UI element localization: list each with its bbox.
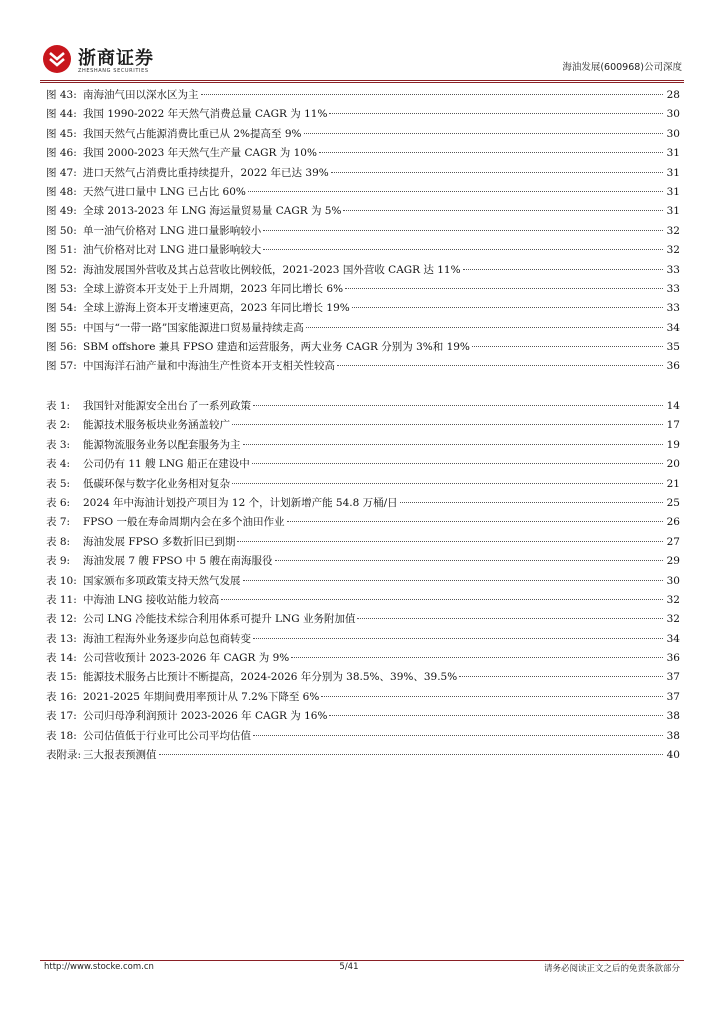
table-toc-entry-title: 公司营收预计 2023-2026 年 CAGR 为 9% — [83, 652, 290, 665]
figure-toc-entry[interactable] — [46, 299, 680, 318]
table-toc-entry-page-number: 34 — [666, 632, 680, 645]
table-toc-entry-label: 表 1: — [46, 400, 71, 412]
dot-leader — [352, 307, 663, 308]
table-toc-entry-label: 表 12: — [46, 613, 77, 626]
table-toc-entry-page-number: 20 — [666, 458, 680, 471]
figure-toc-entry-label: 图 52: — [46, 263, 77, 276]
table-toc-entry-page-number: 32 — [666, 613, 680, 626]
table-toc-entry[interactable] — [46, 707, 680, 726]
table-toc-entry-title: 海油发展 7 艘 FPSO 中 5 艘在南海服役 — [83, 555, 273, 568]
figure-toc-entry-page-number: 32 — [666, 244, 680, 257]
footer-page-number: 5/41 — [339, 962, 359, 972]
figure-toc-entry-title: 单一油气价格对 LNG 进口量影响较小 — [83, 224, 262, 237]
dot-leader — [287, 521, 664, 522]
figure-toc-entry-title: 天然气进口量中 LNG 已占比 60% — [83, 185, 246, 198]
figure-toc-entry[interactable] — [46, 319, 680, 338]
dot-leader — [253, 405, 663, 406]
dot-leader — [243, 580, 664, 581]
figure-toc-entry-title: 南海油气田以深水区为主 — [83, 89, 199, 101]
table-toc-entry-label: 表 15: — [46, 671, 77, 684]
table-toc-entry-page-number: 38 — [666, 729, 680, 742]
table-toc-entry[interactable] — [46, 688, 680, 707]
figure-toc-entry[interactable] — [46, 125, 680, 144]
figure-toc-entry-page-number: 31 — [666, 185, 680, 198]
logo-text: 浙商证券 — [78, 48, 154, 69]
dot-leader — [253, 638, 663, 639]
dot-leader — [263, 230, 663, 231]
dot-leader — [304, 133, 664, 134]
table-toc-entry-label: 表 11: — [46, 593, 77, 606]
footer-divider — [40, 960, 684, 961]
table-toc-entry-title: 中海油 LNG 接收站能力较高 — [83, 593, 220, 606]
footer-url[interactable]: http://www.stocke.com.cn — [44, 962, 154, 972]
figure-toc-entry[interactable] — [46, 183, 680, 202]
figure-toc-entry-title: 海油发展国外营收及其占总营收比例较低，2021-2023 国外营收 CAGR 达 11% — [83, 263, 461, 276]
dot-leader — [357, 618, 663, 619]
table-toc-entry-label: 表 18: — [46, 729, 77, 742]
dot-leader — [232, 483, 663, 484]
report-tag: 海油发展(600968)公司深度 — [562, 62, 682, 73]
dot-leader — [243, 444, 664, 445]
table-toc-entry-label: 表 10: — [46, 574, 77, 587]
table-toc-entry[interactable] — [46, 397, 680, 416]
figure-toc-entry-title: 进口天然气占消费比重持续提升，2022 年已达 39% — [83, 166, 329, 179]
table-toc-entry-title: 公司估值低于行业可比公司平均估值 — [83, 729, 251, 742]
figure-toc-entry-page-number: 33 — [666, 302, 680, 315]
figure-toc-entry-title: 中国海洋石油产量和中海油生产性资本开支相关性较高 — [83, 360, 335, 373]
dot-leader — [400, 502, 663, 503]
figure-toc-entry-label: 图 53: — [46, 282, 77, 295]
figure-toc-entry[interactable] — [46, 86, 680, 105]
dot-leader — [201, 94, 664, 95]
table-toc-entry-label: 表 2: — [46, 419, 71, 432]
table-toc-entry[interactable] — [46, 746, 680, 765]
table-toc-entry-title: 公司 LNG 冷能技术综合利用体系可提升 LNG 业务附加值 — [83, 613, 356, 626]
table-toc-entry-label: 表附录: — [46, 749, 82, 762]
table-toc-entry-page-number: 30 — [666, 574, 680, 587]
figure-toc-entry[interactable] — [46, 280, 680, 299]
figure-toc-entry-page-number: 33 — [666, 263, 680, 276]
figure-toc-entry[interactable] — [46, 241, 680, 260]
dot-leader — [252, 463, 663, 464]
dot-leader — [306, 327, 663, 328]
figure-toc-entry-label: 图 48: — [46, 185, 77, 198]
dot-leader — [263, 249, 663, 250]
figure-toc-entry-title: 油气价格对比对 LNG 进口量影响较大 — [83, 244, 262, 257]
table-toc-entry-title: 公司归母净利润预计 2023-2026 年 CAGR 为 16% — [83, 710, 328, 723]
figure-toc-entry-label: 图 49: — [46, 205, 77, 218]
figure-toc-entry-page-number: 34 — [666, 321, 680, 334]
table-toc-entry-title: 能源技术服务板块业务涵盖较广 — [83, 419, 230, 432]
dot-leader — [232, 424, 663, 425]
table-toc-entry[interactable] — [46, 436, 680, 455]
table-toc-entry-title: 2024 年中海油计划投产项目为 12 个，计划新增产能 54.8 万桶/日 — [83, 496, 398, 509]
table-toc-entry-page-number: 25 — [666, 496, 680, 509]
figure-toc-entry-page-number: 33 — [666, 282, 680, 295]
figure-toc-entry-page-number: 32 — [666, 224, 680, 237]
page-header — [40, 38, 684, 78]
figure-toc-entry-title: 全球上游海上资本开支增速更高，2023 年同比增长 19% — [83, 302, 350, 315]
figure-toc-entry-label: 图 44: — [46, 108, 77, 121]
dot-leader — [253, 735, 663, 736]
table-toc-entry[interactable] — [46, 668, 680, 687]
table-toc-entry[interactable] — [46, 610, 680, 629]
figure-toc-entry[interactable] — [46, 202, 680, 221]
figure-toc-entry[interactable] — [46, 338, 680, 357]
figure-toc-entry-label: 图 55: — [46, 321, 77, 334]
table-toc-entry-title: 能源技术服务占比预计不断提高，2024-2026 年分别为 38.5%、39%、39.5% — [83, 671, 458, 684]
table-toc-entry-page-number: 32 — [666, 593, 680, 606]
figure-toc-entry[interactable] — [46, 357, 680, 376]
table-toc-entry-page-number: 36 — [666, 652, 680, 665]
figure-toc-entry-label: 图 47: — [46, 166, 77, 179]
figure-toc-entry-title: 我国 2000-2023 年天然气生产量 CAGR 为 10% — [83, 147, 317, 160]
table-toc-entry[interactable] — [46, 475, 680, 494]
figure-toc-entry-page-number: 31 — [666, 205, 680, 218]
dot-leader — [463, 269, 663, 270]
dot-leader — [221, 599, 663, 600]
figure-toc-entry-label: 图 57: — [46, 360, 77, 373]
table-toc-entry-title: 三大报表预测值 — [83, 749, 157, 762]
dot-leader — [337, 365, 663, 366]
table-toc-entry-title: 国家颁布多项政策支持天然气发展 — [83, 574, 241, 587]
table-toc-entry-label: 表 17: — [46, 710, 77, 723]
table-toc-entry-page-number: 17 — [666, 419, 680, 432]
figure-toc-entry[interactable] — [46, 222, 680, 241]
dot-leader — [159, 754, 664, 755]
table-toc-entry-page-number: 29 — [666, 555, 680, 568]
table-toc-entry-title: 我国针对能源安全出台了一系列政策 — [83, 400, 251, 412]
figure-toc-entry-title: 全球 2013-2023 年 LNG 海运量贸易量 CAGR 为 5% — [83, 205, 342, 218]
dot-leader — [459, 676, 663, 677]
table-toc-entry-label: 表 8: — [46, 535, 71, 548]
logo-subtext: ZHESHANG SECURITIES — [78, 68, 149, 74]
table-list — [46, 397, 680, 765]
figure-toc-entry-label: 图 43: — [46, 89, 77, 101]
table-toc-entry-page-number: 14 — [666, 400, 680, 412]
table-toc-entry-title: 低碳环保与数字化业务相对复杂 — [83, 477, 230, 490]
zheshang-logo-icon — [42, 44, 72, 74]
table-toc-entry-label: 表 16: — [46, 690, 77, 703]
table-toc-entry-page-number: 21 — [666, 477, 680, 490]
dot-leader — [319, 152, 663, 153]
table-toc-entry-page-number: 19 — [666, 438, 680, 451]
figure-toc-entry-label: 图 46: — [46, 147, 77, 160]
figure-toc-entry-title: SBM offshore 兼具 FPSO 建造和运营服务，两大业务 CAGR 分别为 3%和 19% — [83, 341, 470, 354]
figure-toc-entry[interactable] — [46, 144, 680, 163]
figure-toc-entry-title: 中国与“一带一路”国家能源进口贸易量持续走高 — [83, 321, 304, 334]
figure-toc-entry-page-number: 31 — [666, 166, 680, 179]
figure-toc-entry[interactable] — [46, 261, 680, 280]
table-toc-entry[interactable] — [46, 455, 680, 474]
table-toc-entry-page-number: 40 — [666, 749, 680, 762]
dot-leader — [329, 715, 663, 716]
figure-toc-entry[interactable] — [46, 105, 680, 124]
table-toc-entry[interactable] — [46, 494, 680, 513]
table-toc-entry-label: 表 3: — [46, 438, 71, 451]
table-toc-entry[interactable] — [46, 727, 680, 746]
dot-leader — [331, 172, 663, 173]
figure-toc-entry-page-number: 31 — [666, 147, 680, 160]
table-toc-entry-label: 表 9: — [46, 555, 71, 568]
figure-toc-entry-label: 图 50: — [46, 224, 77, 237]
table-toc-entry-page-number: 26 — [666, 516, 680, 529]
dot-leader — [472, 346, 663, 347]
figure-toc-entry-page-number: 30 — [666, 127, 680, 140]
figure-toc-entry[interactable] — [46, 164, 680, 183]
table-toc-entry-label: 表 14: — [46, 652, 77, 665]
table-toc-entry-title: 海油发展 FPSO 多数折旧已到期 — [83, 535, 236, 548]
table-toc-entry[interactable] — [46, 591, 680, 610]
dot-leader — [275, 560, 663, 561]
figure-toc-entry-title: 我国天然气占能源消费比重已从 2%提高至 9% — [83, 127, 302, 140]
table-toc-entry-label: 表 7: — [46, 516, 71, 529]
table-toc-entry-title: 2021-2025 年期间费用率预计从 7.2%下降至 6% — [83, 690, 320, 703]
table-toc-entry[interactable] — [46, 513, 680, 532]
figure-list — [46, 86, 680, 377]
table-toc-entry-label: 表 5: — [46, 477, 71, 490]
figure-toc-entry-label: 图 45: — [46, 127, 77, 140]
table-toc-entry-title: 公司仍有 11 艘 LNG 船正在建设中 — [83, 458, 250, 471]
figure-toc-entry-label: 图 51: — [46, 244, 77, 257]
dot-leader — [248, 191, 663, 192]
table-toc-entry[interactable] — [46, 552, 680, 571]
header-divider — [40, 80, 684, 81]
figure-toc-entry-label: 图 56: — [46, 341, 77, 354]
table-toc-entry-title: 海油工程海外业务逐步向总包商转变 — [83, 632, 251, 645]
figure-toc-entry-label: 图 54: — [46, 302, 77, 315]
table-toc-entry[interactable] — [46, 416, 680, 435]
table-toc-entry-page-number: 27 — [666, 535, 680, 548]
table-toc-entry[interactable] — [46, 649, 680, 668]
table-toc-entry-label: 表 13: — [46, 632, 77, 645]
dot-leader — [329, 113, 663, 114]
figure-toc-entry-title: 全球上游资本开支处于上升周期，2023 年同比增长 6% — [83, 282, 344, 295]
footer-disclaimer: 请务必阅读正文之后的免责条款部分 — [543, 964, 680, 974]
dot-leader — [343, 210, 663, 211]
figure-toc-entry-page-number: 36 — [666, 360, 680, 373]
dot-leader — [237, 541, 663, 542]
table-toc-entry-title: FPSO 一般在寿命周期内会在多个油田作业 — [83, 516, 285, 529]
table-toc-entry-title: 能源物流服务业务以配套服务为主 — [83, 438, 241, 451]
header-divider-thin — [40, 82, 684, 83]
table-toc-entry[interactable] — [46, 533, 680, 552]
figure-toc-entry-page-number: 35 — [666, 341, 680, 354]
table-toc-entry-label: 表 6: — [46, 496, 71, 509]
page-footer — [44, 962, 680, 974]
table-toc-entry-label: 表 4: — [46, 458, 71, 471]
dot-leader — [291, 657, 663, 658]
table-toc-entry[interactable] — [46, 572, 680, 591]
dot-leader — [345, 288, 663, 289]
table-toc-entry-page-number: 38 — [666, 710, 680, 723]
table-toc-entry-page-number: 37 — [666, 671, 680, 684]
figure-toc-entry-page-number: 30 — [666, 108, 680, 121]
figure-toc-entry-page-number: 28 — [666, 89, 680, 101]
table-toc-entry[interactable] — [46, 630, 680, 649]
dot-leader — [321, 696, 663, 697]
figure-toc-entry-title: 我国 1990-2022 年天然气消费总量 CAGR 为 11% — [83, 108, 328, 121]
table-toc-entry-page-number: 37 — [666, 690, 680, 703]
